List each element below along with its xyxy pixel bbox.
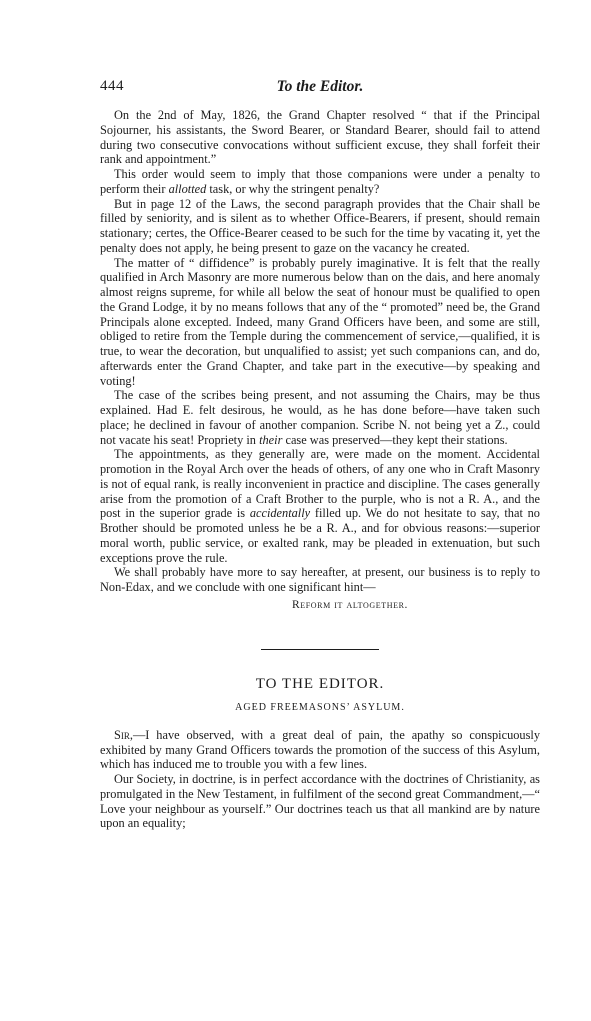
paragraph-conclusion: We shall probably have more to say hereafter, at present, our business is to reply to Non-Edax, and we conclude with one significant hint— xyxy=(100,565,540,594)
paragraph-laws-page-12: But in page 12 of the Laws, the second paragraph provides that the Chair shall be filled by seniority, and is silent as to whether Office-Bearers, if present, should remain stationary; certes, the Office-Bearer ceased to be such for the time by vacating it, yet the penalty does not apply, he being present to gaze on the vacancy he created. xyxy=(100,196,540,255)
letter-heading: TO THE EDITOR. xyxy=(255,675,385,692)
letter-opening-text: —I have observed, with a great deal of pain, the apathy so conspicuously exhibited by many Grand Officers towards the promotion of the success of this Asylum, which has induced me to trouble you with a few lines. xyxy=(100,727,540,772)
section-divider xyxy=(261,649,379,650)
book-page xyxy=(100,78,540,831)
paragraph-appointments: The appointments, as they generally are, were made on the moment. Accidental promotion in the Royal Arch over the heads of others, of any one who in Craft Masonry is not of equal rank, is really inconvenient in practice and discipline. The cases generally arise from the promotion of a Craft Brother to the purple, who is not a R. A., and the post in the superior grade is accidentally filled up. We do not hesitate to say, that no Brother should be promoted unless he be a R. A., and for obvious reasons:—superior moral worth, public service, or exalted rank, may be pleaded in extenuation, but such exceptions prove the rule. xyxy=(100,447,540,565)
article-letter xyxy=(100,676,540,831)
paragraph-letter-opening xyxy=(100,728,540,772)
article-reply xyxy=(100,108,540,611)
running-head xyxy=(100,78,540,100)
paragraph-scribes: The case of the scribes being present, and not assuming the Chairs, may be thus explained. Had E. felt desirous, he would, as he has done before—have taken such place; he declined in favour of another companion. Scribe N. not being yet a Z., could not vacate his seat! Propriety in their case was preserved—they kept their stations. xyxy=(100,388,540,447)
paragraph-grand-chapter-resolution: On the 2nd of May, 1826, the Grand Chapter resolved “ that if the Principal Sojourner, his assistants, the Sword Bearer, or Standard Bearer, should fail to attend during two consecutive convocations without sufficient excuse, they shall forfeit their rank and appointment.” xyxy=(100,108,540,167)
letter-subheading: AGED FREEMASONS’ ASYLUM. xyxy=(235,701,405,713)
paragraph-diffidence: The matter of “ diffidence” is probably purely imaginative. It is felt that the really qualified in Arch Masonry are more numerous below than on the dais, and here anomaly almost reigns supreme, for while all below the seat of honour must be qualified to open the Grand Lodge, it by no means follows that any of the “ promoted” need be, the Grand Principals alone excepted. Indeed, many Grand Officers have been, and some are still, obliged to retire from the Temple during the commencement of service,—qualified, it is true, to wear the decoration, but unqualified to assist; yet such companions can, and do, afterwards enter the Grand Chapter, and take part in the executive—by speaking and voting! xyxy=(100,255,540,388)
paragraph-order-implication: This order would seem to imply that those companions were under a penalty to perform their allotted task, or why the stringent penalty? xyxy=(100,167,540,196)
page-number: 444 xyxy=(100,78,124,94)
running-title: To the Editor. xyxy=(276,78,364,95)
salutation: Sir, xyxy=(114,727,133,742)
signature: Reform it altogether. xyxy=(291,598,408,611)
paragraph-society-doctrine: Our Society, in doctrine, is in perfect accordance with the doctrines of Christianity, as promulgated in the New Testament, in fulfilment of the second great Commandment,—“ Love your neighbour as yourself.” Our doctrines teach us that all mankind are by nature upon an equality; xyxy=(100,772,540,831)
